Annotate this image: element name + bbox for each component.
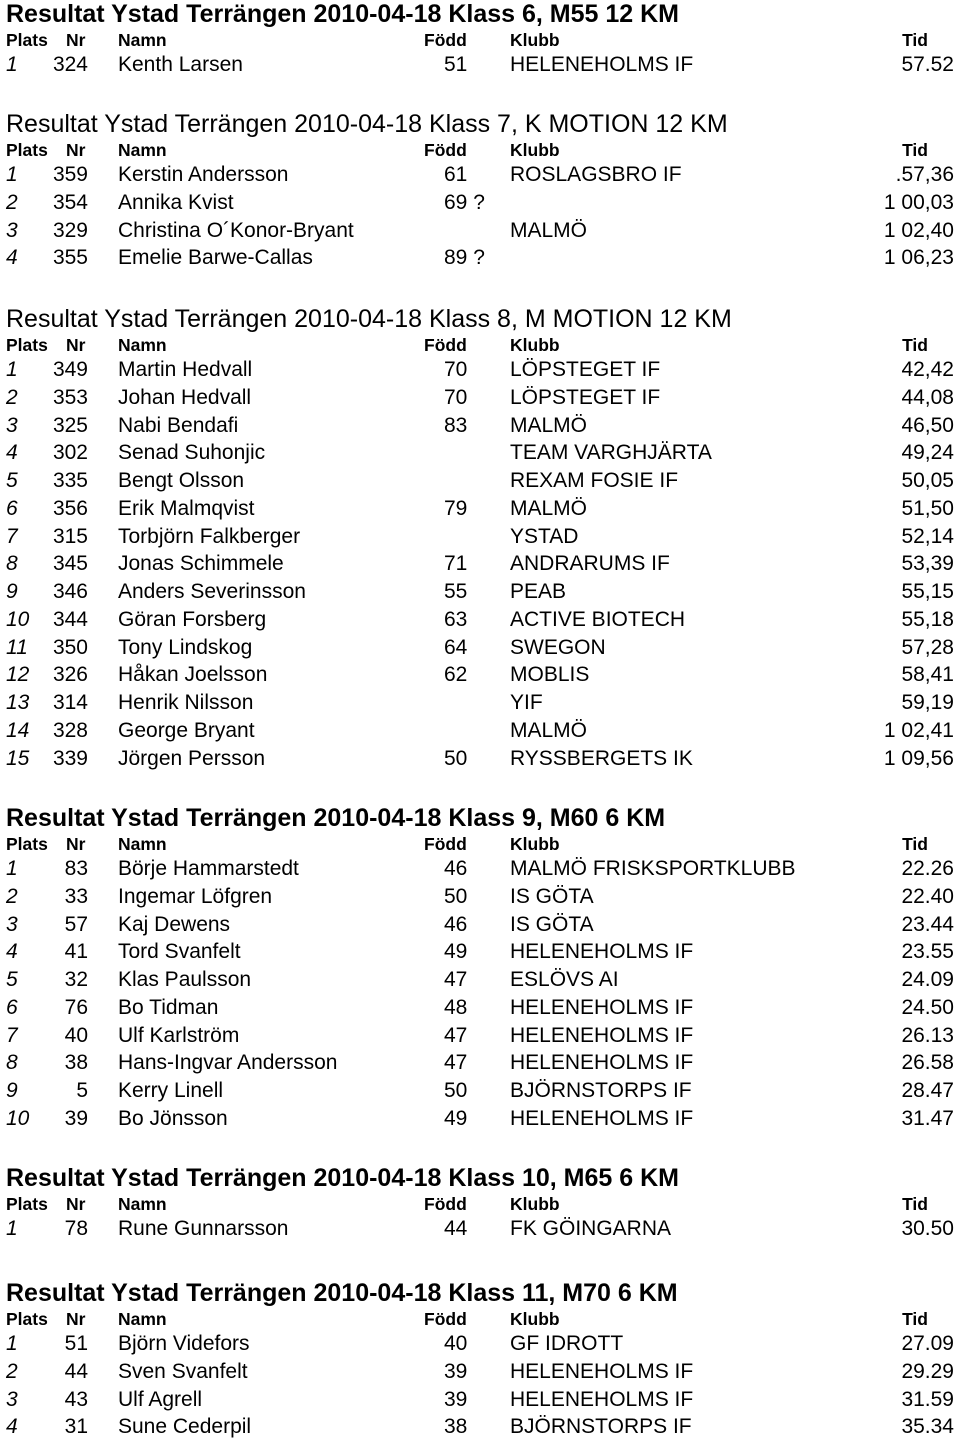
cell-plats: 2 xyxy=(6,884,18,908)
cell-namn: Christina O´Konor-Bryant xyxy=(118,218,354,242)
cell-klubb: MOBLIS xyxy=(510,663,590,687)
cell-plats: 13 xyxy=(6,691,30,714)
cell-plats: 9 xyxy=(6,580,18,603)
cell-klubb: IS GÖTA xyxy=(510,884,594,908)
header-nr: Nr xyxy=(66,1194,86,1214)
cell-plats: 4 xyxy=(6,1415,18,1439)
result-row xyxy=(0,524,960,550)
cell-nr: 335 xyxy=(52,469,88,492)
cell-plats: 15 xyxy=(6,746,30,770)
cell-klubb: BJÖRNSTORPS IF xyxy=(510,1415,692,1439)
cell-tid: 51,50 xyxy=(901,496,954,520)
result-row xyxy=(0,1023,960,1049)
cell-tid: 46,50 xyxy=(901,413,954,437)
cell-fodd: 69 ? xyxy=(444,190,485,214)
cell-nr: 345 xyxy=(52,552,88,576)
cell-namn: Anders Severinsson xyxy=(118,580,306,603)
cell-klubb: SWEGON xyxy=(510,635,606,659)
header-klubb: Klubb xyxy=(510,335,560,355)
cell-klubb: ROSLAGSBRO IF xyxy=(510,163,682,186)
cell-fodd: 64 xyxy=(444,635,468,659)
cell-fodd: 39 xyxy=(444,1359,468,1383)
cell-namn: Bengt Olsson xyxy=(118,469,245,492)
column-header-row xyxy=(0,833,960,855)
column-header-row xyxy=(0,334,960,356)
cell-klubb: IS GÖTA xyxy=(510,912,594,936)
cell-plats: 5 xyxy=(6,968,18,991)
header-tid: Tid xyxy=(902,1309,928,1329)
cell-namn: Sune Cederpil xyxy=(118,1415,252,1439)
header-klubb: Klubb xyxy=(510,834,560,854)
header-plats: Plats xyxy=(6,335,48,355)
header-klubb: Klubb xyxy=(510,140,560,160)
cell-nr: 339 xyxy=(52,746,88,770)
cell-klubb: GF IDROTT xyxy=(510,1332,624,1355)
header-klubb: Klubb xyxy=(510,30,560,50)
cell-fodd: 49 xyxy=(444,940,468,964)
cell-namn: Emelie Barwe-Callas xyxy=(118,246,313,270)
cell-nr: 43 xyxy=(64,1387,88,1411)
result-row xyxy=(0,607,960,633)
cell-tid: 22.26 xyxy=(901,857,954,880)
header-fodd: Född xyxy=(424,1309,467,1329)
section-title: Resultat Ystad Terrängen 2010-04-18 Klass 10, M65 6 KM xyxy=(6,1164,679,1192)
cell-namn: Hans-Ingvar Andersson xyxy=(118,1051,338,1075)
cell-nr: 354 xyxy=(52,190,88,214)
cell-tid: 1 02,41 xyxy=(883,718,954,742)
header-nr: Nr xyxy=(66,140,86,160)
cell-tid: 24.50 xyxy=(901,995,954,1019)
result-row xyxy=(0,357,960,383)
cell-klubb: MALMÖ xyxy=(510,496,588,520)
cell-fodd: 47 xyxy=(444,1023,468,1047)
cell-plats: 3 xyxy=(6,218,18,242)
section-title: Resultat Ystad Terrängen 2010-04-18 Klass 7, K MOTION 12 KM xyxy=(6,110,728,138)
cell-plats: 10 xyxy=(6,607,30,631)
cell-plats: 1 xyxy=(6,1217,18,1240)
cell-plats: 4 xyxy=(6,441,18,465)
cell-fodd: 49 xyxy=(444,1106,468,1130)
cell-klubb: HELENEHOLMS IF xyxy=(510,1051,694,1075)
cell-klubb: MALMÖ xyxy=(510,718,588,742)
cell-fodd: 39 xyxy=(444,1387,468,1411)
header-plats: Plats xyxy=(6,30,48,50)
header-namn: Namn xyxy=(118,30,167,50)
result-row xyxy=(0,912,960,938)
cell-plats: 6 xyxy=(6,995,18,1019)
cell-plats: 10 xyxy=(6,1106,30,1130)
section-title: Resultat Ystad Terrängen 2010-04-18 Klass 8, M MOTION 12 KM xyxy=(6,305,732,333)
cell-plats: 8 xyxy=(6,1051,18,1075)
result-row xyxy=(0,551,960,577)
result-row xyxy=(0,218,960,244)
result-row xyxy=(0,967,960,993)
cell-tid: 26.13 xyxy=(901,1023,954,1047)
cell-namn: Tony Lindskog xyxy=(118,635,253,659)
result-row xyxy=(0,496,960,522)
cell-fodd: 44 xyxy=(444,1217,468,1240)
cell-plats: 1 xyxy=(6,358,18,381)
cell-tid: 59,19 xyxy=(901,691,954,714)
cell-klubb: HELENEHOLMS IF xyxy=(510,53,694,76)
cell-namn: Ulf Karlström xyxy=(118,1023,240,1047)
header-fodd: Född xyxy=(424,30,467,50)
cell-tid: 26.58 xyxy=(901,1051,954,1075)
cell-namn: Rune Gunnarsson xyxy=(118,1217,289,1240)
cell-fodd: 51 xyxy=(444,53,468,76)
result-row xyxy=(0,690,960,716)
cell-tid: 30.50 xyxy=(901,1217,954,1240)
cell-fodd: 83 xyxy=(444,413,468,437)
cell-nr: 346 xyxy=(52,580,88,603)
cell-klubb: LÖPSTEGET IF xyxy=(510,385,661,409)
cell-tid: 31.47 xyxy=(901,1106,954,1130)
cell-klubb: HELENEHOLMS IF xyxy=(510,940,694,964)
cell-namn: Börje Hammarstedt xyxy=(118,857,299,880)
cell-nr: 353 xyxy=(52,385,88,409)
cell-fodd: 50 xyxy=(444,1079,468,1102)
result-row xyxy=(0,1387,960,1413)
cell-tid: 23.55 xyxy=(901,940,954,964)
cell-plats: 9 xyxy=(6,1079,18,1102)
header-namn: Namn xyxy=(118,1309,167,1329)
header-tid: Tid xyxy=(902,140,928,160)
cell-namn: Annika Kvist xyxy=(118,190,234,214)
result-row xyxy=(0,52,960,78)
cell-plats: 14 xyxy=(6,718,30,742)
column-header-row xyxy=(0,29,960,51)
cell-nr: 39 xyxy=(64,1106,88,1130)
cell-plats: 1 xyxy=(6,53,18,76)
header-tid: Tid xyxy=(902,834,928,854)
cell-klubb: REXAM FOSIE IF xyxy=(510,469,679,492)
cell-fodd: 63 xyxy=(444,607,468,631)
header-nr: Nr xyxy=(66,1309,86,1329)
cell-nr: 51 xyxy=(64,1332,88,1355)
cell-namn: Jonas Schimmele xyxy=(118,552,284,576)
cell-namn: George Bryant xyxy=(118,718,255,742)
cell-tid: 57,28 xyxy=(901,635,954,659)
result-row xyxy=(0,939,960,965)
cell-tid: 24.09 xyxy=(901,968,954,991)
cell-tid: 27.09 xyxy=(901,1332,954,1355)
cell-plats: 12 xyxy=(6,663,30,687)
result-row xyxy=(0,1216,960,1242)
cell-klubb: ACTIVE BIOTECH xyxy=(510,607,686,631)
result-row xyxy=(0,245,960,271)
cell-fodd: 50 xyxy=(444,884,468,908)
result-row xyxy=(0,856,960,882)
cell-plats: 8 xyxy=(6,552,18,576)
header-klubb: Klubb xyxy=(510,1309,560,1329)
result-row xyxy=(0,1050,960,1076)
cell-nr: 349 xyxy=(52,358,88,381)
header-plats: Plats xyxy=(6,140,48,160)
cell-plats: 2 xyxy=(6,190,18,214)
cell-plats: 3 xyxy=(6,413,18,437)
result-row xyxy=(0,1414,960,1440)
cell-namn: Kerry Linell xyxy=(118,1079,224,1102)
cell-namn: Sven Svanfelt xyxy=(118,1359,248,1383)
cell-klubb: ANDRARUMS IF xyxy=(510,552,670,576)
cell-namn: Ulf Agrell xyxy=(118,1387,203,1411)
cell-tid: 55,15 xyxy=(901,580,954,603)
result-row xyxy=(0,884,960,910)
cell-tid: 1 09,56 xyxy=(883,746,954,770)
header-klubb: Klubb xyxy=(510,1194,560,1214)
cell-plats: 2 xyxy=(6,1359,18,1383)
cell-klubb: HELENEHOLMS IF xyxy=(510,995,694,1019)
result-row xyxy=(0,718,960,744)
cell-namn: Johan Hedvall xyxy=(118,385,252,409)
cell-nr: 5 xyxy=(76,1079,88,1102)
cell-plats: 7 xyxy=(6,1023,18,1047)
header-nr: Nr xyxy=(66,335,86,355)
cell-tid: 52,14 xyxy=(901,524,954,548)
header-namn: Namn xyxy=(118,834,167,854)
cell-namn: Kenth Larsen xyxy=(118,53,243,76)
cell-tid: 42,42 xyxy=(901,358,954,381)
cell-tid: 53,39 xyxy=(901,552,954,576)
cell-namn: Nabi Bendafi xyxy=(118,413,239,437)
result-row xyxy=(0,1078,960,1104)
cell-nr: 325 xyxy=(52,413,88,437)
cell-klubb: MALMÖ xyxy=(510,218,588,242)
header-fodd: Född xyxy=(424,1194,467,1214)
cell-tid: 29.29 xyxy=(901,1359,954,1383)
header-tid: Tid xyxy=(902,30,928,50)
cell-tid: 50,05 xyxy=(901,469,954,492)
header-fodd: Född xyxy=(424,335,467,355)
header-namn: Namn xyxy=(118,335,167,355)
section-title: Resultat Ystad Terrängen 2010-04-18 Klass 11, M70 6 KM xyxy=(6,1279,678,1307)
header-fodd: Född xyxy=(424,834,467,854)
cell-fodd: 47 xyxy=(444,1051,468,1075)
cell-klubb: PEAB xyxy=(510,580,567,603)
cell-nr: 359 xyxy=(52,163,88,186)
cell-fodd: 48 xyxy=(444,995,468,1019)
cell-namn: Kaj Dewens xyxy=(118,912,231,936)
cell-namn: Tord Svanfelt xyxy=(118,940,241,964)
cell-tid: 23.44 xyxy=(901,912,954,936)
cell-tid: 58,41 xyxy=(901,663,954,687)
result-row xyxy=(0,162,960,188)
cell-tid: 28.47 xyxy=(901,1079,954,1102)
cell-tid: .57,36 xyxy=(895,163,954,186)
cell-namn: Ingemar Löfgren xyxy=(118,884,273,908)
cell-namn: Erik Malmqvist xyxy=(118,496,255,520)
cell-klubb: FK GÖINGARNA xyxy=(510,1217,672,1240)
cell-tid: 57.52 xyxy=(901,53,954,76)
cell-plats: 3 xyxy=(6,912,18,936)
cell-fodd: 50 xyxy=(444,746,468,770)
cell-nr: 314 xyxy=(52,691,88,714)
result-row xyxy=(0,1359,960,1385)
header-plats: Plats xyxy=(6,1309,48,1329)
cell-nr: 83 xyxy=(64,857,88,880)
result-row xyxy=(0,385,960,411)
cell-namn: Bo Jönsson xyxy=(118,1106,228,1130)
cell-tid: 1 02,40 xyxy=(883,218,954,242)
cell-namn: Senad Suhonjic xyxy=(118,441,266,465)
cell-nr: 315 xyxy=(52,524,88,548)
cell-nr: 41 xyxy=(64,940,88,964)
cell-klubb: HELENEHOLMS IF xyxy=(510,1359,694,1383)
cell-plats: 5 xyxy=(6,469,18,492)
header-fodd: Född xyxy=(424,140,467,160)
cell-nr: 326 xyxy=(52,663,88,687)
cell-namn: Bo Tidman xyxy=(118,995,219,1019)
cell-plats: 11 xyxy=(6,635,28,659)
cell-nr: 33 xyxy=(64,884,88,908)
column-header-row xyxy=(0,1193,960,1215)
result-row xyxy=(0,413,960,439)
cell-fodd: 55 xyxy=(444,580,468,603)
cell-nr: 329 xyxy=(52,218,88,242)
cell-fodd: 89 ? xyxy=(444,246,485,270)
cell-tid: 55,18 xyxy=(901,607,954,631)
result-row xyxy=(0,746,960,772)
cell-plats: 1 xyxy=(6,1332,18,1355)
cell-namn: Jörgen Persson xyxy=(118,746,266,770)
cell-nr: 350 xyxy=(52,635,88,659)
cell-namn: Martin Hedvall xyxy=(118,358,253,381)
cell-fodd: 79 xyxy=(444,496,468,520)
cell-nr: 76 xyxy=(64,995,88,1019)
result-row xyxy=(0,440,960,466)
header-namn: Namn xyxy=(118,140,167,160)
cell-nr: 355 xyxy=(52,246,88,270)
cell-nr: 302 xyxy=(52,441,88,465)
cell-klubb: LÖPSTEGET IF xyxy=(510,358,661,381)
cell-tid: 1 06,23 xyxy=(883,246,954,270)
cell-namn: Klas Paulsson xyxy=(118,968,252,991)
cell-klubb: MALMÖ FRISKSPORTKLUBB xyxy=(510,857,796,880)
cell-klubb: BJÖRNSTORPS IF xyxy=(510,1079,692,1102)
cell-klubb: RYSSBERGETS IK xyxy=(510,746,693,770)
section-title: Resultat Ystad Terrängen 2010-04-18 Klass 6, M55 12 KM xyxy=(6,0,679,28)
cell-fodd: 62 xyxy=(444,663,468,687)
result-row xyxy=(0,635,960,661)
section-title: Resultat Ystad Terrängen 2010-04-18 Klass 9, M60 6 KM xyxy=(6,804,666,832)
cell-namn: Kerstin Andersson xyxy=(118,163,289,186)
cell-klubb: HELENEHOLMS IF xyxy=(510,1023,694,1047)
cell-klubb: ESLÖVS AI xyxy=(510,968,619,991)
cell-nr: 32 xyxy=(64,968,88,991)
cell-fodd: 71 xyxy=(444,552,468,576)
cell-plats: 2 xyxy=(6,385,18,409)
header-nr: Nr xyxy=(66,834,86,854)
cell-fodd: 46 xyxy=(444,857,468,880)
result-row xyxy=(0,995,960,1021)
cell-fodd: 61 xyxy=(444,163,468,186)
cell-klubb: YIF xyxy=(510,691,543,714)
cell-tid: 31.59 xyxy=(901,1387,954,1411)
cell-nr: 57 xyxy=(64,912,88,936)
cell-fodd: 38 xyxy=(444,1415,468,1439)
cell-namn: Henrik Nilsson xyxy=(118,691,254,714)
header-nr: Nr xyxy=(66,30,86,50)
header-tid: Tid xyxy=(902,1194,928,1214)
cell-tid: 49,24 xyxy=(901,441,954,465)
cell-nr: 356 xyxy=(52,496,88,520)
cell-klubb: YSTAD xyxy=(510,524,579,548)
cell-namn: Björn Videfors xyxy=(118,1332,250,1355)
cell-klubb: TEAM VARGHJÄRTA xyxy=(510,441,712,465)
cell-fodd: 70 xyxy=(444,358,468,381)
result-row xyxy=(0,1331,960,1357)
cell-tid: 35.34 xyxy=(901,1415,954,1439)
cell-fodd: 40 xyxy=(444,1332,468,1355)
header-namn: Namn xyxy=(118,1194,167,1214)
cell-plats: 4 xyxy=(6,246,18,270)
header-plats: Plats xyxy=(6,834,48,854)
cell-nr: 38 xyxy=(64,1051,88,1075)
cell-nr: 324 xyxy=(52,53,88,76)
result-row xyxy=(0,468,960,494)
cell-plats: 1 xyxy=(6,857,18,880)
cell-nr: 44 xyxy=(64,1359,88,1383)
cell-klubb: MALMÖ xyxy=(510,413,588,437)
cell-namn: Håkan Joelsson xyxy=(118,663,268,687)
cell-nr: 40 xyxy=(64,1023,88,1047)
cell-nr: 344 xyxy=(52,607,88,631)
header-tid: Tid xyxy=(902,335,928,355)
cell-nr: 31 xyxy=(64,1415,88,1439)
cell-plats: 6 xyxy=(6,496,18,520)
cell-nr: 328 xyxy=(52,718,88,742)
column-header-row xyxy=(0,139,960,161)
cell-nr: 78 xyxy=(64,1217,88,1240)
cell-fodd: 46 xyxy=(444,912,468,936)
cell-klubb: HELENEHOLMS IF xyxy=(510,1387,694,1411)
result-row xyxy=(0,579,960,605)
cell-plats: 1 xyxy=(6,163,18,186)
result-row xyxy=(0,1106,960,1132)
cell-fodd: 70 xyxy=(444,385,468,409)
cell-plats: 7 xyxy=(6,524,18,548)
cell-plats: 4 xyxy=(6,940,18,964)
cell-namn: Torbjörn Falkberger xyxy=(118,524,301,548)
cell-tid: 1 00,03 xyxy=(883,190,954,214)
cell-tid: 22.40 xyxy=(901,884,954,908)
header-plats: Plats xyxy=(6,1194,48,1214)
cell-namn: Göran Forsberg xyxy=(118,607,267,631)
column-header-row xyxy=(0,1308,960,1330)
result-row xyxy=(0,190,960,216)
cell-klubb: HELENEHOLMS IF xyxy=(510,1106,694,1130)
result-row xyxy=(0,662,960,688)
cell-fodd: 47 xyxy=(444,968,468,991)
cell-tid: 44,08 xyxy=(901,385,954,409)
cell-plats: 3 xyxy=(6,1387,18,1411)
